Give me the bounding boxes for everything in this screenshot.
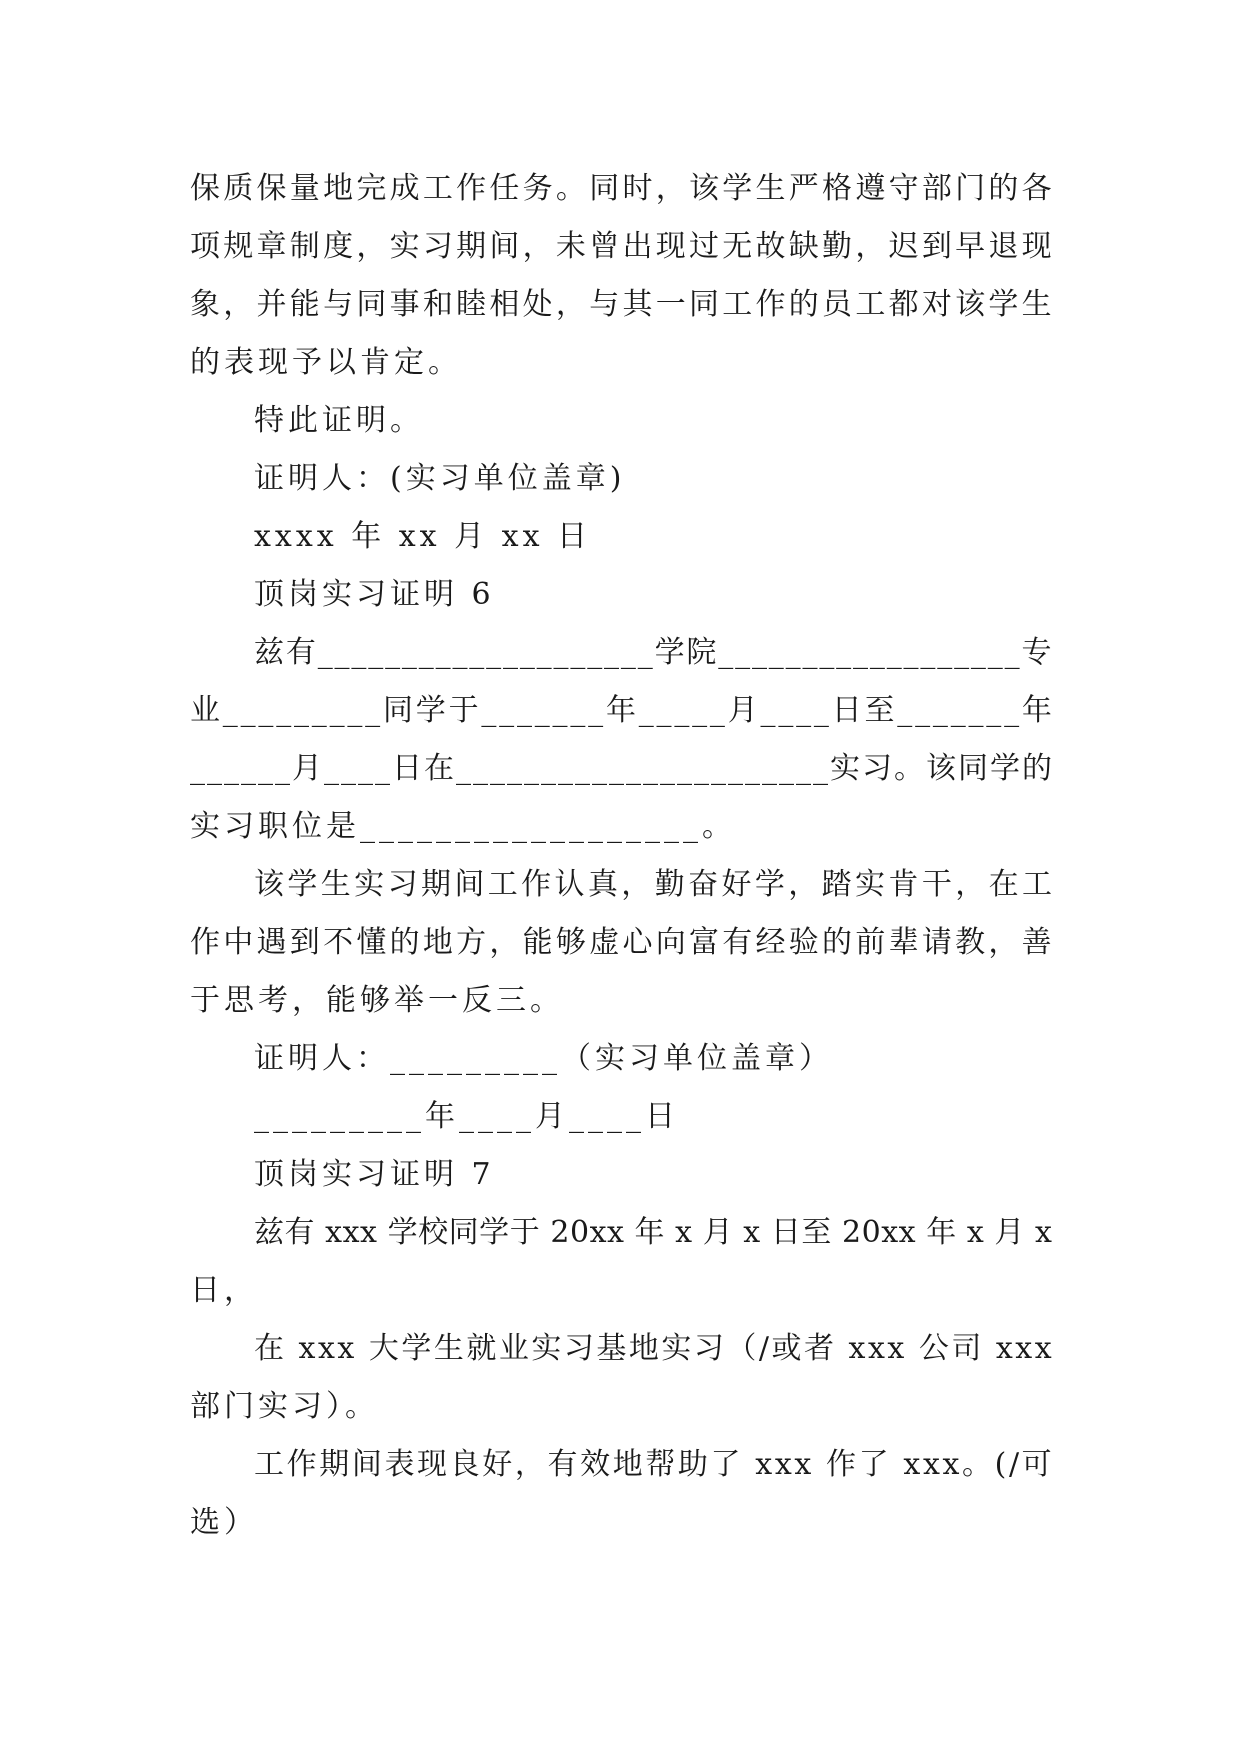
paragraph-line: 保 质 保 量 地 完 成 工 作 任 务 。 同 时 ， 该 学 生 严 格 遵 守 部 门 的 各 [190,171,1052,206]
paragraph-line: 象 ， 并 能 与 同 事 和 睦 相 处 ， 与 其 一 同 工 作 的 员 工 都 对 该 学 生 [190,287,1052,322]
paragraph-line: 项 规 章 制 度 ， 实 习 期 间 ， 未 曾 出 现 过 无 故 缺 勤 ， 迟 到 早 退 现 [190,229,1052,264]
paragraph-line: 在 x x x 大 学 生 就 业 实 习 基 地 实 习 （ / 或 者 x x x 公 司 x x x [254,1331,1052,1366]
form-line: _ _ _ _ _ _ 月 _ _ _ _ 日 在 _ _ _ _ _ _ _ _ _ _ _ _ _ _ _ _ _ _ _ _ _ _ 实 习 。 该 同 学 的 [190,751,1052,786]
paragraph-line: 日， [190,1273,258,1308]
section-title-6: 顶岗实习证明 6 [254,577,495,612]
paragraph-line: 作 中 遇 到 不 懂 的 地 方 ， 能 够 虚 心 向 富 有 经 验 的 前 辈 请 教 ， 善 [190,925,1052,960]
paragraph-line: 部门实习）。 [190,1389,379,1424]
form-line: 实习职位是__________________。 [190,809,736,844]
date-line: _________年____月____日 [254,1099,679,1134]
date-line: xxxx 年 xx 月 xx 日 [254,519,592,554]
section-title-7: 顶岗实习证明 7 [254,1157,495,1192]
paragraph-line: 于思考，能够举一反三。 [190,983,564,1018]
certifier-line: 证明人：(实习单位盖章) [254,461,626,496]
document-page [190,160,1052,1552]
form-line: 兹 有 _ _ _ _ _ _ _ _ _ _ _ _ _ _ _ _ _ _ _ _ 学 院 _ _ _ _ _ _ _ _ _ _ _ _ _ _ _ _ _ _ 专 [254,635,1052,670]
paragraph-line: 兹 有 x x x 学 校 同 学 于 2 0 x x 年 x 月 x 日 至 2 0 x x 年 x 月 x [254,1215,1052,1250]
paragraph-line: 工 作 期 间 表 现 良 好 ， 有 效 地 帮 助 了 x x x 作 了 x x x 。 ( / 可 [254,1447,1052,1482]
certifier-line: 证明人：_________（实习单位盖章） [254,1041,833,1076]
closing-statement: 特此证明。 [254,403,424,438]
paragraph-line: 该 学 生 实 习 期 间 工 作 认 真 ， 勤 奋 好 学 ， 踏 实 肯 干 ， 在 工 [254,867,1052,902]
paragraph-line: 选） [190,1505,258,1540]
form-line: 业 _ _ _ _ _ _ _ _ _ 同 学 于 _ _ _ _ _ _ _ 年 _ _ _ _ _ 月 _ _ _ _ 日 至 _ _ _ _ _ _ _ 年 [190,693,1052,728]
paragraph-line: 的表现予以肯定。 [190,345,462,380]
